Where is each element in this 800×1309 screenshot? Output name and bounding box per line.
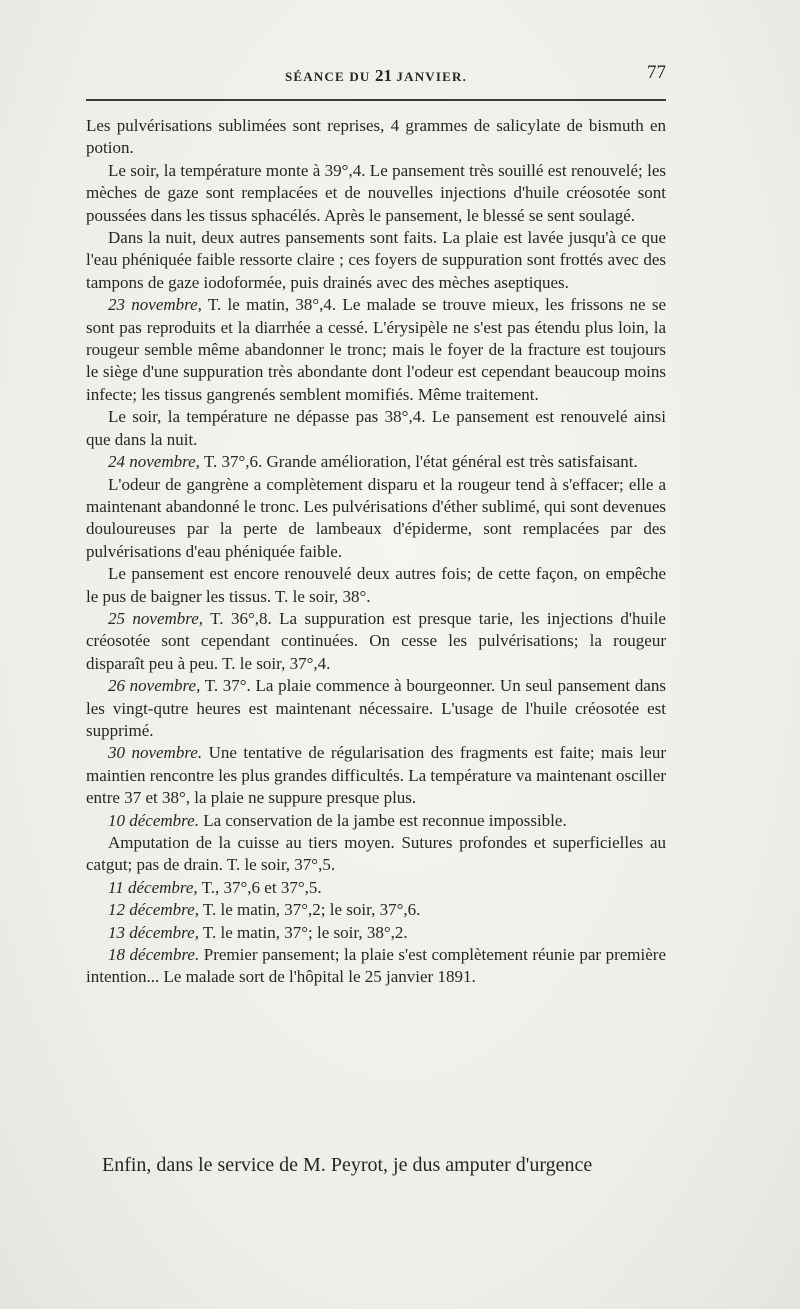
paragraph bbox=[86, 944, 666, 989]
paragraph-text: Dans la nuit, deux autres pansements sont faits. La plaie est lavée jusqu'à ce que l'eau phéniquée faible ressorte claire ; ces foyers de suppuration sont frottés avec des tampons de gaze iodoformée, puis drainés avec des mèches aseptiques. bbox=[86, 228, 666, 292]
paragraph bbox=[86, 742, 666, 809]
paragraph-text: Une tentative de régularisation des fragments est faite; mais leur maintien rencontre les plus grandes difficultés. La température va maintenant osciller entre 37 et 38°, la plaie ne suppure presque plus. bbox=[86, 743, 666, 808]
entry-date: 12 décembre, bbox=[108, 900, 199, 920]
final-paragraph: Enfin, dans le service de M. Peyrot, je dus amputer d'urgence bbox=[102, 1154, 593, 1176]
paragraph bbox=[86, 810, 666, 832]
entry-date: 24 novembre, bbox=[108, 452, 200, 472]
paragraph-text: T. 37°. La plaie commence à bourgeonner. Un seul pansement dans les vingt-qutre heures est maintenant nécessaire. L'usage de l'huile créosotée est supprimé. bbox=[86, 676, 666, 740]
paragraph-text: Le soir, la température ne dépasse pas 38°,4. Le pansement est renouvelé ainsi que dans la nuit. bbox=[86, 407, 666, 449]
paragraph bbox=[86, 451, 666, 473]
paragraph-text: T. le matin, 37°,2; le soir, 37°,6. bbox=[198, 900, 421, 920]
paragraph-text: Premier pansement; la plaie s'est complètement réunie par première intention... Le malade sort de l'hôpital le 25 janvier 1891. bbox=[86, 945, 666, 987]
paragraph bbox=[86, 877, 666, 899]
entry-date: 10 décembre. bbox=[108, 810, 199, 830]
paragraph-text: T., 37°,6 et 37°,5. bbox=[197, 877, 322, 897]
paragraph bbox=[86, 474, 666, 564]
paragraph bbox=[86, 294, 666, 406]
paragraph-text: L'odeur de gangrène a complètement disparu et la rougeur tend à s'effacer; elle a maintenant abandonné le tronc. Les pulvérisations d'éther sublimé, qui sont devenues douloureuses par la perte de lambeaux d'épiderme, sont remplacées par des pulvérisations d'eau phéniquée faible. bbox=[86, 474, 666, 561]
paragraph bbox=[86, 115, 666, 160]
paragraph-text: T. le matin, 38°,4. Le malade se trouve mieux, les frissons ne se sont pas reproduits et la diarrhée a cessé. L'érysipèle ne s'est pas étendu plus loin, la rougeur semble même abandonner le tronc; mais le foyer de la fracture est toujours le siège d'une suppuration très abondante dont l'odeur est cependant beaucoup moins infecte; les tissus gangrenés semblent momifiés. Même traitement. bbox=[86, 295, 666, 404]
paragraph-text: Les pulvérisations sublimées sont reprises, 4 grammes de salicylate de bismuth en potion. bbox=[86, 116, 666, 158]
paragraph-text: Le soir, la température monte à 39°,4. Le pansement très souillé est renouvelé; les mèches de gaze sont remplacées et de nouvelles injections d'huile créosotée sont poussées dans les tissus sphacélés. Après le pansement, le blessé se sent soulagé. bbox=[86, 160, 666, 225]
entry-date: 18 décembre. bbox=[108, 945, 200, 965]
body-text bbox=[86, 115, 666, 989]
entry-date: 13 décembre, bbox=[108, 922, 199, 942]
paragraph-text: T. le matin, 37°; le soir, 38°,2. bbox=[198, 922, 408, 942]
paragraph-text: T. 36°,8. La suppuration est presque tarie, les injections d'huile créosotée sont cependant continuées. On cesse les pulvérisations; la rougeur disparaît peu à peu. T. le soir, 37°,4. bbox=[86, 608, 666, 673]
paragraph bbox=[86, 832, 666, 877]
paragraph-text: La conservation de la jambe est reconnue impossible. bbox=[198, 810, 567, 830]
running-header bbox=[86, 62, 666, 88]
entry-date: 25 novembre, bbox=[108, 608, 204, 628]
paragraph bbox=[86, 406, 666, 451]
paragraph bbox=[86, 608, 666, 675]
paragraph bbox=[86, 563, 666, 608]
paragraph bbox=[86, 922, 666, 944]
entry-date: 11 décembre, bbox=[108, 877, 198, 897]
page-number: 77 bbox=[647, 62, 666, 83]
paragraph-text: Amputation de la cuisse au tiers moyen. Sutures profondes et superficielles au catgut; pas de drain. T. le soir, 37°,5. bbox=[86, 833, 666, 875]
header-rule bbox=[86, 99, 666, 101]
paragraph-text: Le pansement est encore renouvelé deux autres fois; de cette façon, on empêche le pus de baigner les tissus. T. le soir, 38°. bbox=[86, 564, 666, 606]
entry-date: 30 novembre. bbox=[108, 743, 203, 763]
paragraph bbox=[86, 160, 666, 227]
header-title bbox=[86, 66, 666, 86]
entry-date: 23 novembre, bbox=[108, 295, 202, 315]
paragraph bbox=[86, 227, 666, 294]
header-title-suffix: JANVIER. bbox=[391, 69, 468, 84]
paragraph-text: T. 37°,6. Grande amélioration, l'état général est très satisfaisant. bbox=[199, 452, 638, 472]
paragraph bbox=[86, 899, 666, 921]
entry-date: 26 novembre, bbox=[108, 676, 201, 696]
header-title-day: 21 bbox=[374, 66, 392, 85]
header-title-prefix: SÉANCE DU bbox=[284, 69, 375, 84]
paragraph bbox=[86, 675, 666, 742]
